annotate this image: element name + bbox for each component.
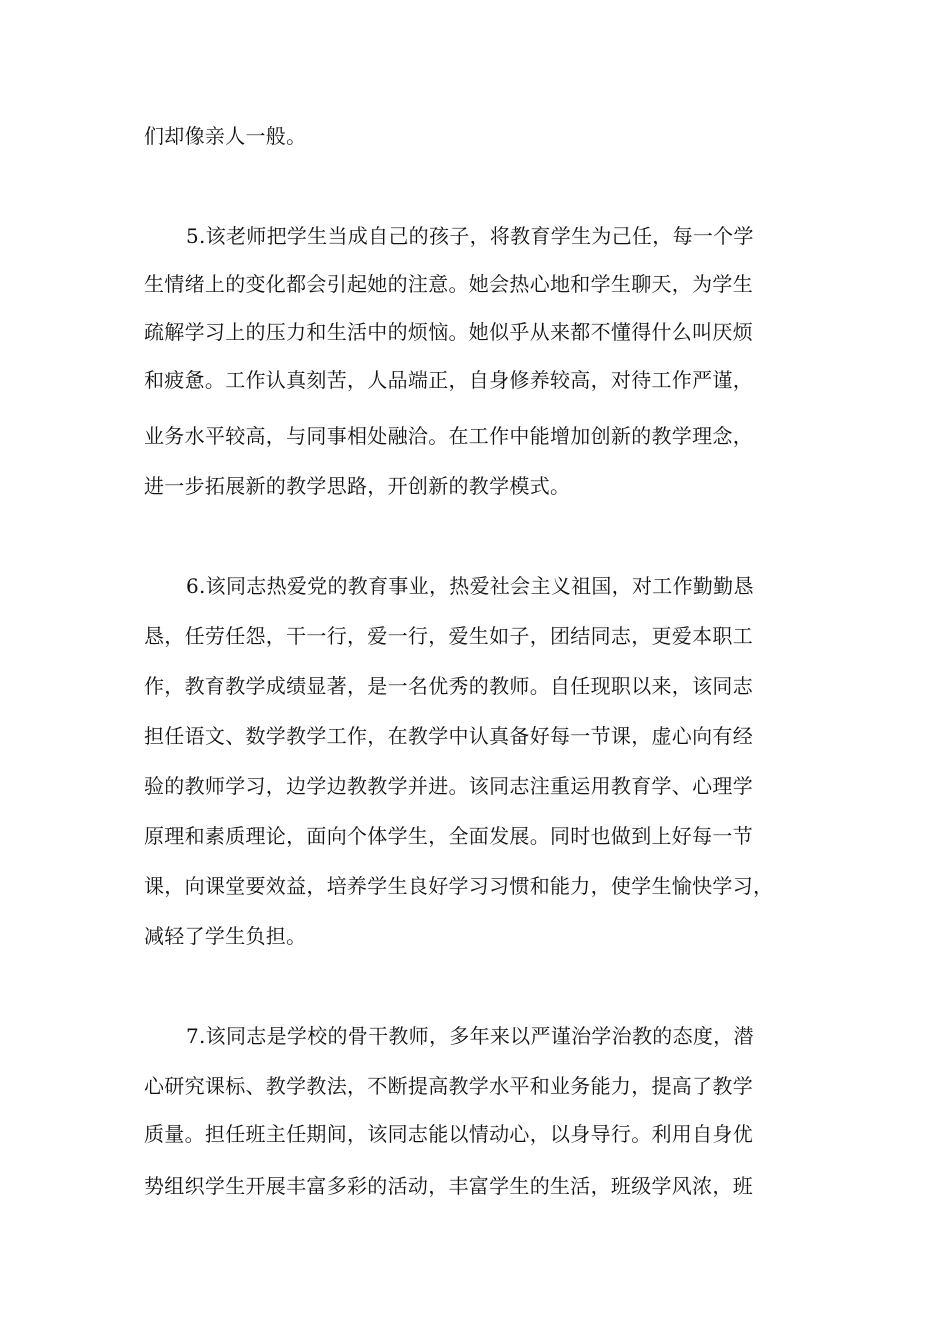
text-line: 验的教师学习，边学边教教学并进。该同志注重运用教育学、心理学 — [144, 774, 753, 798]
text-line: 和疲惫。工作认真刻苦，人品端正，自身修养较高，对待工作严谨， — [144, 368, 753, 392]
text-line: 6.该同志热爱党的教育事业，热爱社会主义祖国，对工作勤勤恳 — [186, 574, 754, 598]
text-line: 课，向课堂要效益，培养学生良好学习习惯和能力，使学生愉快学习， — [144, 874, 774, 898]
text-line: 减轻了学生负担。 — [144, 924, 307, 948]
text-line: 担任语文、数学教学工作，在教学中认真备好每一节课，虚心向有经 — [144, 724, 753, 748]
text-line: 业务水平较高，与同事相处融洽。在工作中能增加创新的教学理念， — [144, 424, 753, 448]
text-line: 进一步拓展新的教学思路，开创新的教学模式。 — [144, 474, 571, 498]
text-line: 质量。担任班主任期间，该同志能以情动心，以身导行。利用自身优 — [144, 1122, 753, 1146]
text-line: 原理和素质理论，面向个体学生，全面发展。同时也做到上好每一节 — [144, 824, 753, 848]
text-line: 7.该同志是学校的骨干教师，多年来以严谨治学治教的态度，潜 — [186, 1024, 754, 1048]
text-line: 5.该老师把学生当成自己的孩子，将教育学生为己任，每一个学 — [186, 224, 754, 248]
text-line: 心研究课标、教学教法，不断提高教学水平和业务能力，提高了教学 — [144, 1074, 753, 1098]
text-line: 恳，任劳任怨，干一行，爱一行，爱生如子，团结同志，更爱本职工 — [144, 624, 753, 648]
text-line: 生情绪上的变化都会引起她的注意。她会热心地和学生聊天，为学生 — [144, 272, 753, 296]
text-line: 势组织学生开展丰富多彩的活动，丰富学生的生活，班级学风浓，班 — [144, 1174, 753, 1198]
text-line: 作，教育教学成绩显著，是一名优秀的教师。自任现职以来，该同志 — [144, 674, 753, 698]
text-line: 们却像亲人一般。 — [144, 124, 307, 148]
text-line: 疏解学习上的压力和生活中的烦恼。她似乎从来都不懂得什么叫厌烦 — [144, 320, 753, 344]
